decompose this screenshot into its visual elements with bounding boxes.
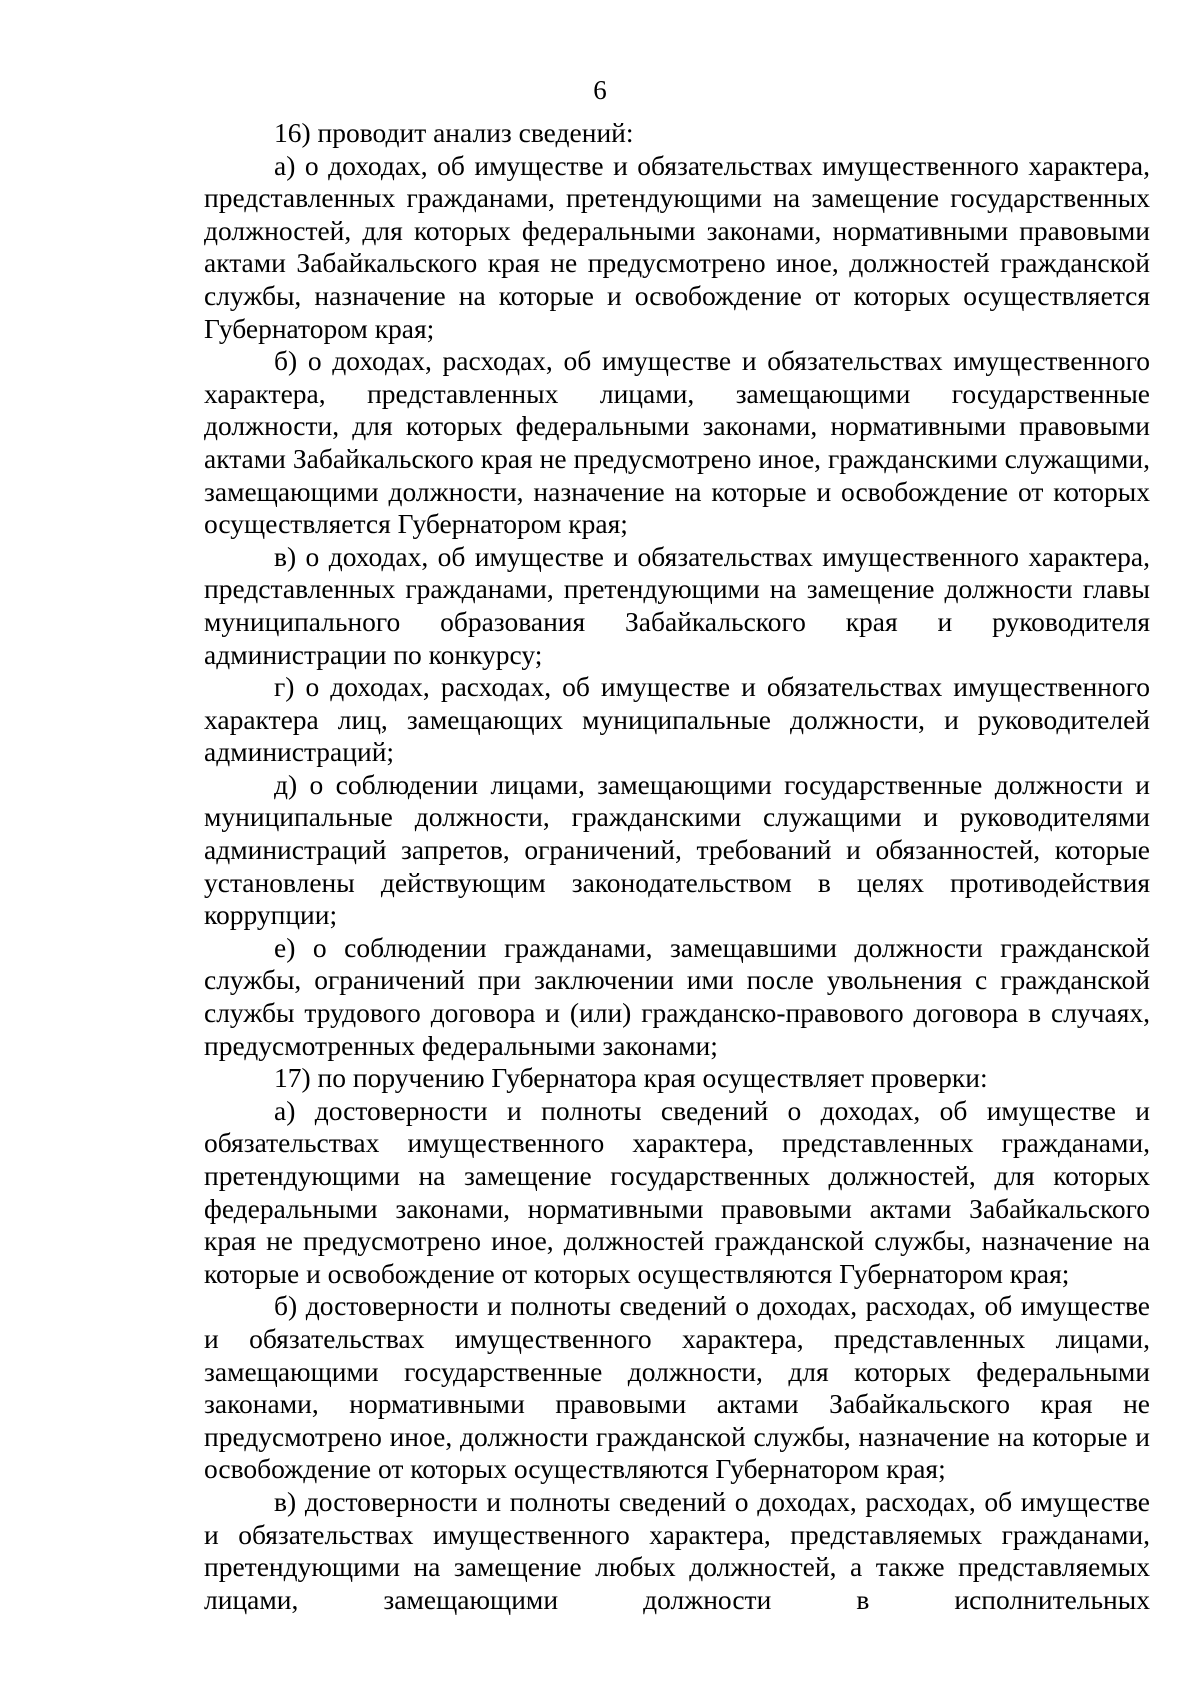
- paragraph-subitem-17b: б) достоверности и полноты сведений о доходах, расходах, об имуществе и обязательствах имущественного характера, представленных лицами, замещающими государственные должности, для которых федеральными законами, нормативными правовыми актами Забайкальского края не предусмотрено иное, должности гражданской службы, назначение на которые и освобождение от которых осуществляются Губернатором края;: [204, 1290, 1150, 1485]
- paragraph-subitem-16d: д) о соблюдении лицами, замещающими государственные должности и муниципальные должности, гражданскими служащими и руководителями администраций запретов, ограничений, требований и обязанностей, которые установлены действующим законодательством в целях противодействия коррупции;: [204, 768, 1150, 931]
- paragraph-item-17: 17) по поручению Губернатора края осуществляет проверки:: [274, 1062, 988, 1094]
- paragraph-subitem-16e: е) о соблюдении гражданами, замещавшими должности гражданской службы, ограничений при заключении ими после увольнения с гражданской службы трудового договора и (или) гражданско-правового договора в случаях, предусмотренных федеральными законами;: [204, 931, 1150, 1061]
- paragraph-subitem-17a: а) достоверности и полноты сведений о доходах, об имуществе и обязательствах имущественного характера, представленных гражданами, претендующими на замещение государственных должностей, для которых федеральными законами, нормативными правовыми актами Забайкальского края не предусмотрено иное, должностей гражданской службы, назначение на которые и освобождение от которых осуществляются Губернатором края;: [204, 1094, 1150, 1289]
- paragraph-subitem-16b: б) о доходах, расходах, об имуществе и обязательствах имущественного характера, представленных лицами, замещающими государственные должности, для которых федеральными законами, нормативными правовыми актами Забайкальского края не предусмотрено иное, гражданскими служащими, замещающими должности, назначение на которые и освобождение от которых осуществляется Губернатором края;: [204, 345, 1150, 540]
- paragraph-item-16: 16) проводит анализ сведений:: [274, 117, 634, 148]
- paragraph-subitem-16v: в) о доходах, об имуществе и обязательствах имущественного характера, представленных гражданами, претендующими на замещение должности главы муниципального образования Забайкальского края и руководителя администрации по конкурсу;: [204, 540, 1150, 670]
- paragraph-subitem-16a: а) о доходах, об имуществе и обязательствах имущественного характера, представленных гражданами, претендующими на замещение государственных должностей, для которых федеральными законами, нормативными правовыми актами Забайкальского края не предусмотрено иное, должностей гражданской службы, назначение на которые и освобождение от которых осуществляется Губернатором края;: [204, 149, 1150, 344]
- document-body: [204, 117, 1150, 1616]
- paragraph-subitem-16g: г) о доходах, расходах, об имуществе и обязательствах имущественного характера лиц, замещающих муниципальные должности, и руководителей администраций;: [204, 671, 1150, 768]
- page-number: 6: [593, 75, 607, 105]
- paragraph-subitem-17v: в) достоверности и полноты сведений о доходах, расходах, об имуществе и обязательствах имущественного характера, представляемых гражданами, претендующими на замещение любых должностей, а также представляемых лицами, замещающими должности в исполнительных: [204, 1485, 1150, 1615]
